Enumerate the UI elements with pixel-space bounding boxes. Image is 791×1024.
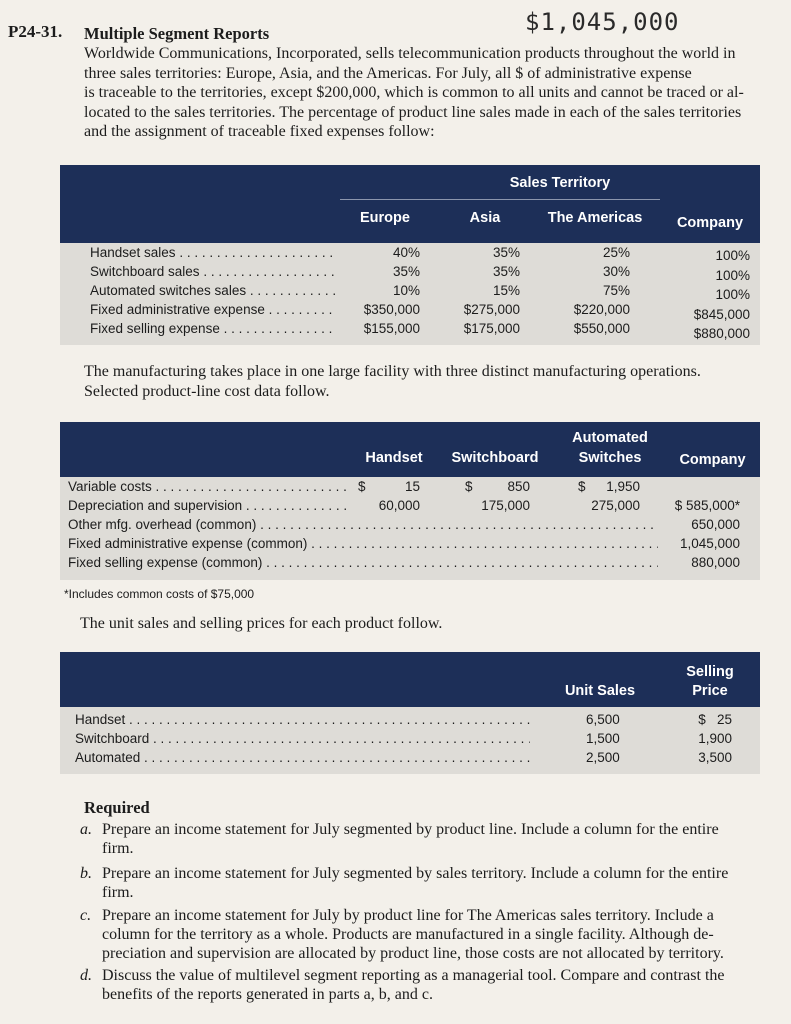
problem-intro <box>84 44 760 142</box>
cost-table-header <box>60 422 760 477</box>
row-label: Handset sales . . . <box>90 245 335 260</box>
cell: 35% <box>492 245 520 260</box>
cell: 15 <box>404 479 420 494</box>
row-label: Switchboard . . . <box>75 731 530 746</box>
intro-line: located to the sales territories. The percentage of product line sales made in each of the sales territories <box>84 103 742 121</box>
cell: 10% <box>392 283 420 298</box>
intro-line: Worldwide Communications, Incorporated, sells telecommunication products throughout the world in <box>84 45 736 62</box>
cell: 880,000 <box>691 555 740 570</box>
cell: 35% <box>392 264 420 279</box>
table-row <box>60 750 760 769</box>
table-row <box>60 712 760 731</box>
cell: 25% <box>602 245 630 260</box>
intro-line: and the assignment of traceable fixed expenses follow: <box>84 123 435 140</box>
handwritten-note: $1,045,000 <box>525 8 680 36</box>
table-row <box>60 245 760 264</box>
cell: $845,000 <box>693 306 750 322</box>
cell: 15% <box>492 283 520 298</box>
item-line: firm. <box>102 840 134 857</box>
item-line: Discuss the value of multilevel segment reporting as a managerial tool. Compare and contrast the <box>102 967 725 984</box>
unit-table-header <box>60 652 760 707</box>
item-line: Prepare an income statement for July segmented by sales territory. Include a column for the entire <box>102 865 729 882</box>
item-letter: c. <box>80 907 92 924</box>
col-asia: Asia <box>469 210 501 226</box>
unit-sales-cell: 6,500 <box>586 712 620 727</box>
table-row <box>60 731 760 750</box>
item-line: Prepare an income statement for July by product line for The Americas sales territory. Include a <box>102 907 714 924</box>
unit-paragraph: The unit sales and selling prices for each product follow. <box>80 615 443 632</box>
required-heading: Required <box>84 798 150 817</box>
cell: 35% <box>492 264 520 279</box>
intro-line: is traceable to the territories, except $200,000, which is common to all units and cannot be traced or al- <box>84 84 744 101</box>
table-row <box>60 479 760 498</box>
table-row <box>60 283 760 302</box>
col-selling: Selling <box>686 664 734 680</box>
problem-title: Multiple Segment Reports <box>84 24 270 43</box>
cell: $ <box>358 479 366 494</box>
col-price: Price <box>692 683 728 699</box>
row-label: Depreciation and supervision . . . <box>68 498 348 513</box>
cell: 100% <box>715 248 750 263</box>
manufacturing-line: The manufacturing takes place in one large facility with three distinct manufacturing operations. <box>84 363 701 380</box>
cell: 60,000 <box>378 498 420 513</box>
problem-number: P24-31. <box>8 22 63 41</box>
item-line: Prepare an income statement for July segmented by product line. Include a column for the entire <box>102 821 719 838</box>
cell: 850 <box>507 479 530 494</box>
cell: 40% <box>392 245 420 260</box>
price-cell: 1,900 <box>698 731 732 746</box>
cell: 30% <box>602 264 630 279</box>
unit-table <box>60 652 760 774</box>
table-row <box>60 302 760 321</box>
cell: 75% <box>602 283 630 298</box>
col-americas: The Americas <box>547 210 643 226</box>
row-label: Other mfg. overhead (common) . . . <box>68 517 658 532</box>
item-letter: d. <box>80 967 92 984</box>
item-letter: b. <box>80 865 92 882</box>
price-cell: 3,500 <box>698 750 732 765</box>
col-automated: Automated <box>572 430 648 446</box>
col-switchboard: Switchboard <box>451 450 539 466</box>
cell: 1,950 <box>606 479 640 494</box>
item-line: firm. <box>102 884 134 901</box>
table-row <box>60 536 760 555</box>
cell: 1,045,000 <box>679 536 740 551</box>
table-row <box>60 321 760 340</box>
cell: $550,000 <box>573 321 630 336</box>
table-row <box>60 264 760 283</box>
row-label: Fixed administrative expense . . . <box>90 302 335 317</box>
row-label: Variable costs . . . <box>68 479 348 494</box>
cost-table <box>60 422 760 580</box>
cell: $ 585,000* <box>674 498 740 513</box>
unit-sales-cell: 1,500 <box>586 731 620 746</box>
row-label: Automated switches sales . . . <box>90 283 335 298</box>
row-label: Fixed selling expense . . . <box>90 321 335 336</box>
cell: 100% <box>715 287 750 302</box>
table-row <box>60 498 760 517</box>
col-company: Company <box>679 452 746 468</box>
col-handset: Handset <box>365 450 423 466</box>
cell: $155,000 <box>363 321 420 336</box>
price-cell: $ 25 <box>698 712 732 727</box>
sales-territory-header: Sales Territory <box>509 175 611 191</box>
territory-table <box>60 165 760 345</box>
row-label: Handset . . . <box>75 712 530 727</box>
row-label: Switchboard sales . . . <box>90 264 335 279</box>
cell: 275,000 <box>591 498 640 513</box>
row-label: Fixed selling expense (common) . . . <box>68 555 658 570</box>
item-line: benefits of the reports generated in parts a, b, and c. <box>102 986 433 1003</box>
cell: $ <box>578 479 586 494</box>
table-row <box>60 555 760 574</box>
manufacturing-line: Selected product-line cost data follow. <box>84 383 330 400</box>
cell: $ <box>465 479 473 494</box>
col-unit-sales: Unit Sales <box>564 683 636 699</box>
col-europe: Europe <box>360 210 410 226</box>
unit-sales-cell: 2,500 <box>586 750 620 765</box>
intro-line: three sales territories: Europe, Asia, and the Americas. For July, all $ of administrative expense <box>84 64 692 82</box>
cell: 100% <box>715 267 750 283</box>
cell: $275,000 <box>463 302 520 317</box>
item-letter: a. <box>80 821 92 838</box>
row-label: Fixed administrative expense (common) . . . <box>68 536 658 551</box>
table-row <box>60 517 760 536</box>
col-company: Company <box>676 215 744 231</box>
footnote: *Includes common costs of $75,000 <box>64 587 255 601</box>
cell: $350,000 <box>363 302 420 317</box>
cell: 650,000 <box>691 517 740 532</box>
item-line: preciation and supervision are allocated by product line, those costs are not allocated by territory. <box>102 945 724 962</box>
row-label: Automated . . . <box>75 750 530 765</box>
manufacturing-paragraph <box>84 362 764 402</box>
cell: $175,000 <box>463 321 520 336</box>
cell: 175,000 <box>481 498 530 513</box>
cell: $880,000 <box>693 326 750 341</box>
territory-table-header <box>60 165 760 243</box>
cell: $220,000 <box>573 302 630 317</box>
col-switches: Switches <box>578 450 642 466</box>
item-line: column for the territory as a whole. Products are manufactured in a single facility. Although de- <box>102 926 714 943</box>
